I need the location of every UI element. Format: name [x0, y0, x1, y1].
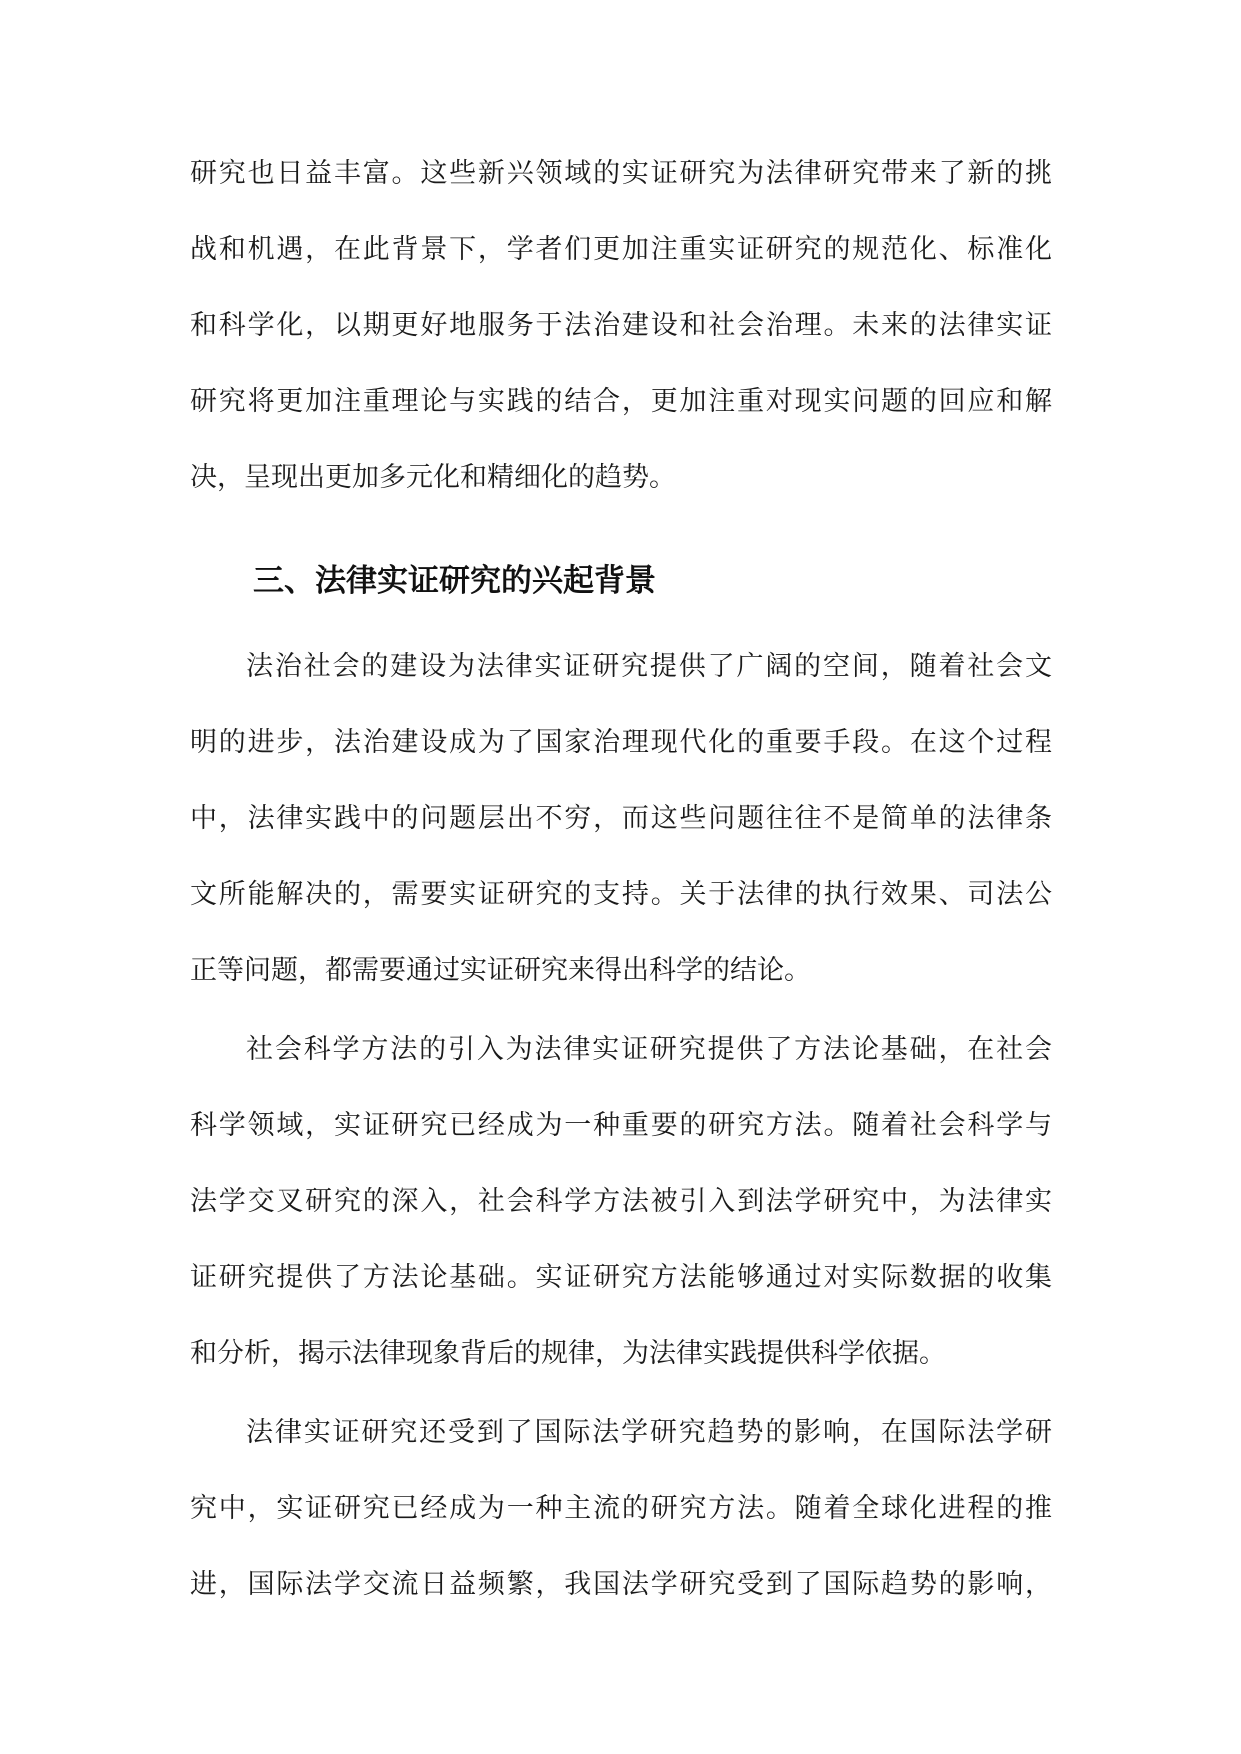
paragraph-1-line-5: 决，呈现出更加多元化和精细化的趋势。	[190, 462, 676, 493]
paragraph-3-line-4: 证研究提供了方法论基础。实证研究方法能够通过对实际数据的收集	[190, 1262, 1052, 1293]
paragraph-3-line-5: 和分析，揭示法律现象背后的规律，为法律实践提供科学依据。	[190, 1338, 946, 1369]
paragraph-3-line-1: 社会科学方法的引入为法律实证研究提供了方法论基础，在社会	[246, 1034, 1052, 1065]
paragraph-1-line-1: 研究也日益丰富。这些新兴领域的实证研究为法律研究带来了新的挑	[190, 158, 1052, 189]
paragraph-1-line-2: 战和机遇，在此背景下，学者们更加注重实证研究的规范化、标准化	[190, 234, 1052, 265]
paragraph-3-line-2: 科学领域，实证研究已经成为一种重要的研究方法。随着社会科学与	[190, 1110, 1052, 1141]
paragraph-4-line-3: 进，国际法学交流日益频繁，我国法学研究受到了国际趋势的影响，	[190, 1569, 1052, 1600]
section-heading: 三、法律实证研究的兴起背景	[253, 563, 656, 599]
paragraph-3-line-3: 法学交叉研究的深入，社会科学方法被引入到法学研究中，为法律实	[190, 1186, 1052, 1217]
paragraph-4-line-2: 究中，实证研究已经成为一种主流的研究方法。随着全球化进程的推	[190, 1493, 1052, 1524]
paragraph-1-line-4: 研究将更加注重理论与实践的结合，更加注重对现实问题的回应和解	[190, 386, 1052, 417]
paragraph-4-line-1: 法律实证研究还受到了国际法学研究趋势的影响，在国际法学研	[246, 1417, 1052, 1448]
paragraph-2-line-3: 中，法律实践中的问题层出不穷，而这些问题往往不是简单的法律条	[190, 803, 1052, 834]
paragraph-2-line-2: 明的进步，法治建设成为了国家治理现代化的重要手段。在这个过程	[190, 727, 1052, 758]
paragraph-2-line-1: 法治社会的建设为法律实证研究提供了广阔的空间，随着社会文	[246, 651, 1052, 682]
paragraph-1-line-3: 和科学化，以期更好地服务于法治建设和社会治理。未来的法律实证	[190, 310, 1052, 341]
paragraph-2-line-5: 正等问题，都需要通过实证研究来得出科学的结论。	[190, 955, 811, 986]
paragraph-2-line-4: 文所能解决的，需要实证研究的支持。关于法律的执行效果、司法公	[190, 879, 1052, 910]
